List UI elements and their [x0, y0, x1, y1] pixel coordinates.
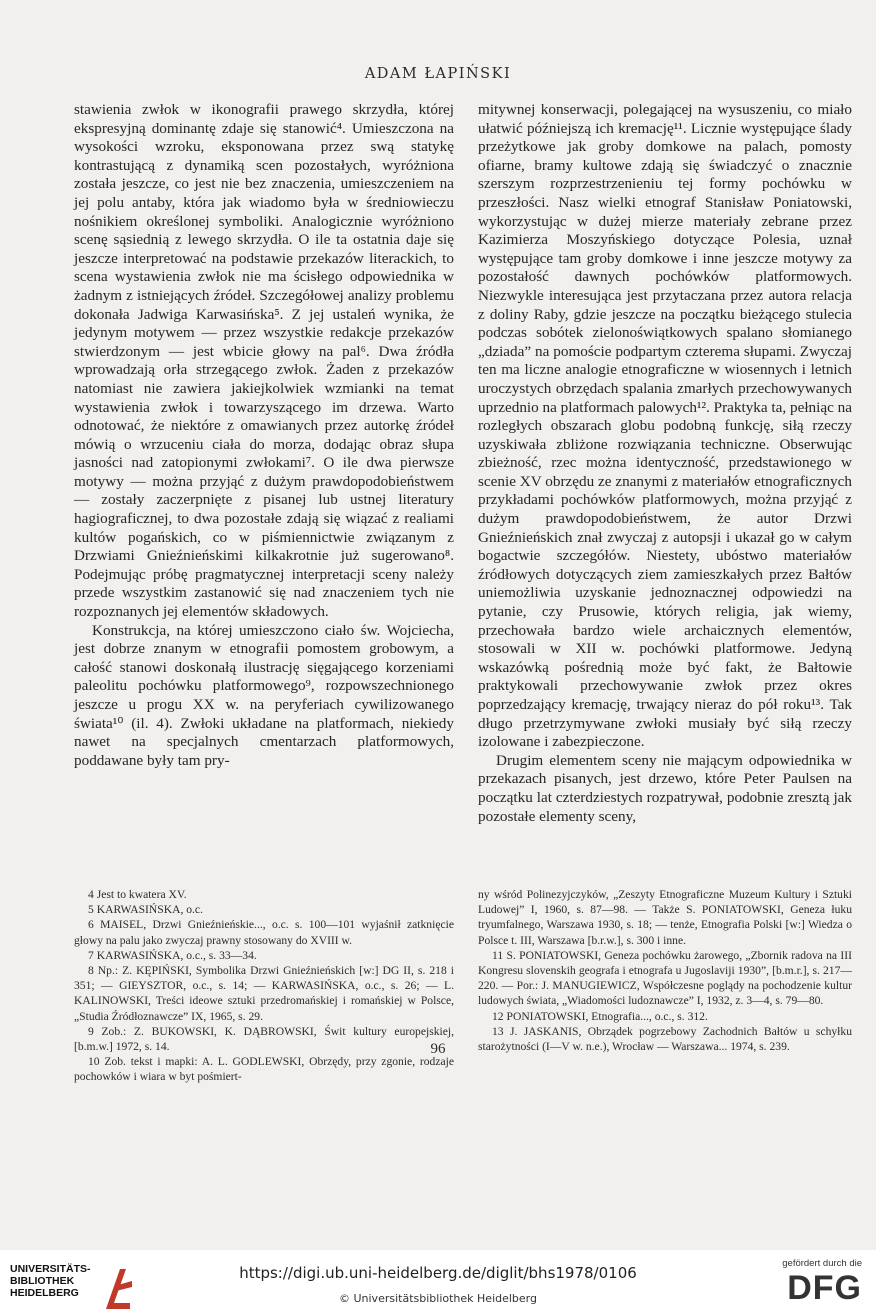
footnote: 6 MAISEL, Drzwi Gnieźnieńskie..., o.c. s. 100—101 wyjaśnił zatknięcie głowy na palu jako zwyczaj prawny stosowany do XVIII w. — [74, 918, 454, 947]
body-column-left — [74, 101, 454, 770]
library-name-line: HEIDELBERG — [10, 1287, 79, 1299]
library-name-line: BIBLIOTHEK — [10, 1275, 75, 1287]
body-column-right — [478, 101, 852, 826]
footnote: 11 S. PONIATOWSKI, Geneza pochówku żarowego, „Zbornik radova na III Kongresu slovenskih geografa i etnografa u Jugoslaviji 1930”, [b.m.r.], s. 217—220. — Por.: J. MANUGIEWICZ, Współczesne poglądy na pochodzenie kultur ludowych świata, „Wiadomości ludoznawcze” I, 1932, z. 3—4, s. 79—80. — [478, 948, 852, 1008]
page-number: 96 — [430, 1041, 446, 1057]
funding-label: gefördert durch die — [782, 1258, 862, 1269]
footnote-continuation: ny wśród Polinezyjczyków, „Zeszyty Etnograficzne Muzeum Kultury i Sztuki Ludowej” I, 1960, s. 87—98. — Także S. PONIATOWSKI, Geneza łuku tryumfalnego, Warszawa 1930, s. 18; — tenże, Etnografia Polski [w:] Wiedza o Polsce t. III, Warszawa [b.r.w.], s. 300 i inne. — [478, 888, 852, 947]
footnote: 8 Np.: Z. KĘPIŃSKI, Symbolika Drzwi Gnieźnieńskich [w:] DG II, s. 218 i 351; — GIEYSZTOR, o.c., s. 14; — KARWASIŃSKA, o.c., s. 26; — L. KALINOWSKI, Treści ideowe sztuki przedromańskiej i romańskiej w Polsce, „Studia Źródłoznawcze” IX, 1965, s. 29. — [74, 964, 454, 1023]
body-paragraph: Konstrukcja, na której umieszczono ciało św. Wojciecha, jest dobrze znanym w etnografii pomostem grobowym, a całość stanowi doskonałą ilustrację sięgającego korzeniami paleolitu pochówku platformowego⁹, rozpowszechnionego jeszcze u progu XX w. na peryferiach cywilizowanego świata¹⁰ (il. 4). Zwłoki układane na platformach, niekiedy nawet na specjalnych cmentarzach platformowych, poddawane były tam pry- — [74, 621, 454, 769]
footnote: 9 Zob.: Z. BUKOWSKI, K. DĄBROWSKI, Świt kultury europejskiej, [b.m.w.] 1972, s. 14. — [74, 1024, 454, 1054]
footnote: 12 PONIATOWSKI, Etnografia..., o.c., s. 312. — [492, 1009, 708, 1023]
viewer-footer — [0, 1250, 876, 1315]
footnote: 13 J. JASKANIS, Obrządek pogrzebowy Zachodnich Bałtów u schyłku starożytności (I—V w. n.e.), Wrocław — Warszawa... 1974, s. 239. — [478, 1024, 852, 1054]
footnotes-right — [478, 887, 852, 1054]
permalink-url[interactable]: https://digi.ub.uni-heidelberg.de/diglit/bhs1978/0106 — [239, 1264, 637, 1282]
body-paragraph: stawienia zwłok w ikonografii prawego skrzydła, której ekspresyjną dominantę zdaje się stanowić⁴. Umieszczona na wysokości wzroku, eksponowana przez swą statykę kontrastującą z dynamiką scen pozostałych, wyróżniona została jeszcze, co jest nie bez znaczenia, umieszczeniem na jej polu antaby, która jak wiadomo była w średniowieczu nośnikiem określonej symboliki. Analogicznie wyróżniono scenę sąsiednią z lewego skrzydła. O ile ta ostatnia daje się jeszcze interpretować na podstawie przekazów literackich, to scena wystawienia zwłok nie ma ścisłego odpowiednika w żadnym z istniejących źródeł. Szczegółowej analizy problemu dokonała Jadwiga Karwasińska⁵. Z jej ustaleń wynika, że jedynym motywem — przez wszystkie redakcje przekazów stwierdzonym — jest wbicie głowy na pal⁶. Dwa źródła wprowadzają orła strzegącego zwłok. Żaden z przekazów natomiast nie zawiera jakiejkolwiek wzmianki na temat wystawienia zwłok i towarzyszącego im drzewa. Warto odnotować, że niektóre z omawianych przez autorkę źródeł mówią o wrzuceniu ciała do morza, dodając obraz słupa jasności nad zatopionymi zwłokami⁷. O ile dwa pierwsze motywy — można przyjąć z dużym prawdopodobieństwem — zostały zaczerpnięte z pisanej lub ustnej literatury hagiograficznej, to dwa pozostałe zdają się wiązać z realiami kultów pogańskich, co w piśmiennictwie związanym z Drzwiami Gnieźnieńskimi kilkakrotnie już sugerowano⁸. Podejmując próbę pragmatycznej interpretacji sceny należy przede wszystkim zastanowić się nad znaczeniem tych nie rozpoznanych jej elementów składowych. — [74, 101, 454, 621]
body-paragraph: Drugim elementem sceny nie mającym odpowiednika w przekazach pisanych, jest drzewo, które Peter Paulsen na początku lat czterdziestych rozpatrywał, podobnie zresztą jak pozostałe elementy sceny, — [478, 751, 852, 825]
footnote: 10 Zob. tekst i mapki: A. L. GODLEWSKI, Obrzędy, przy zgonie, rodzaje pochowków i wiara w byt pośmiert- — [74, 1055, 454, 1084]
dfg-logo[interactable] — [742, 1258, 862, 1310]
running-header: ADAM ŁAPIŃSKI — [364, 66, 512, 82]
body-paragraph: mitywnej konserwacji, polegającej na wysuszeniu, co miało ułatwić późniejszą ich kremację¹¹. Licznie występujące ślady przeżytkowe jak groby domkowe na palach, pomosty ofiarne, bramy kultowe zdają się świadczyć o znacznie szerszym rozprzestrzenieniu tej formy pochówku w przeszłości. Nasz wielki etnograf Stanisław Poniatowski, wykorzystując w dużej mierze materiały zebrane przez Kazimierza Moszyńskiego dotyczące Polesia, uznał występujące tam groby domkowe i inne jeszcze motywy za pozostałość dawnych pochówków platformowych. Niezwykle interesująca jest przytaczana przez autora relacja z doliny Raby, gdzie jeszcze na początku bieżącego stulecia podczas sobótek zielonoświątkowych spalano słomianego „dziada” na pomoście podpartym czterema słupami. Zwyczaj ten ma liczne analogie etnograficzne w wiosennych i letnich uroczystych obrzędach spalania zmarłych przechowywanych uprzednio na platformach palowych¹². Praktyka ta, pełniąc na rozległych obszarach globu podobną funkcję, siłą rzeczy uzyskiwała zbliżone rozwiązania techniczne. Obserwując zbieżność, rzec można identyczność, przedstawionego w scenie XV obrzędu ze znanymi z materiałów etnograficznych przykładami pochówków platformowych, można przyjąć z dużym prawdopodobieństwem, że autor Drzwi Gnieźnieńskich znał zwyczaj z autopsji i ukazał go w całym bogactwie szczegółów. Niestety, ubóstwo materiałów źródłowych dotyczących ziem zamieszkałych przez Bałtów uniemożliwia uzyskanie jednoznacznej odpowiedzi na pytanie, czy Prusowie, których religia, jak wiemy, przechowała bardzo wiele archaicznych elementów, stosowali w XII w. pochówki platformowe. Jedyną wskazówką pośrednią może być fakt, że Bałtowie praktykowali przechowywanie zwłok przez okres poprzedzający kremację, trwający nieraz do pół roku¹³. Tak długo przetrzymywane zwłoki musiały być siłą rzeczy izolowane i zabezpieczone. — [478, 101, 852, 751]
footnote: 7 KARWASIŃSKA, o.c., s. 33—34. — [88, 948, 257, 962]
library-name-line: UNIVERSITÄTS- — [10, 1263, 91, 1275]
footnote: 5 KARWASIŃSKA, o.c. — [88, 903, 203, 917]
dfg-logo-text: DFG — [787, 1269, 862, 1307]
footnote: 4 Jest to kwatera XV. — [88, 888, 187, 901]
copyright-notice: © Universitätsbibliothek Heidelberg — [338, 1292, 537, 1305]
